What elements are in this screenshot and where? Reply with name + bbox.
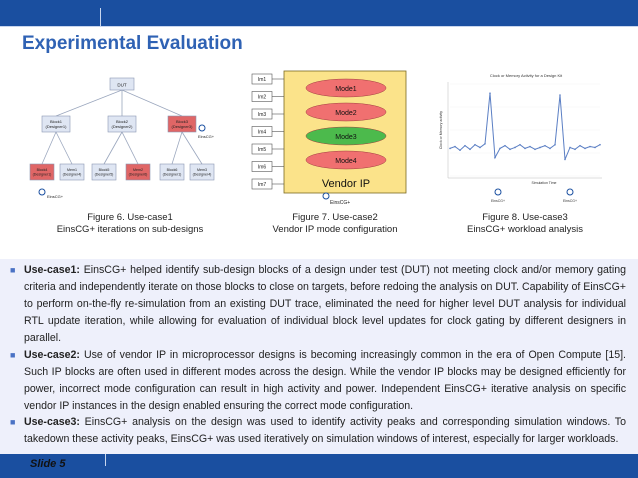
- activity-data-point: [584, 148, 586, 150]
- figure-6-caption: [30, 212, 230, 236]
- activity-data-point: [494, 157, 496, 159]
- figure-7-caption-title: Figure 7. Use-case2: [292, 212, 378, 223]
- svg-text:EinsCG+: EinsCG+: [330, 200, 351, 206]
- input-port-label: Im1: [257, 77, 267, 83]
- tree-leaf-label: (Designer1): [162, 172, 182, 177]
- tree-leaf-label: (Designer4): [192, 172, 212, 177]
- activity-data-point: [509, 149, 511, 151]
- tree-leaf-label: Mem3: [197, 168, 207, 172]
- svg-text:EinsCG+: EinsCG+: [47, 194, 64, 199]
- activity-data-point: [474, 144, 476, 146]
- activity-data-point: [489, 92, 491, 94]
- figure-8-caption: [440, 212, 610, 236]
- tree-leaf-label: (Designer5): [94, 172, 114, 177]
- einscg-bottom-marker: [39, 189, 64, 199]
- bullet-text: EinsCG+ analysis on the design was used to identify activity peaks and corresponding simulation windows. To takedown these activity peaks, EinsCG+ was used iteratively on simulation windows of interest, especially for larger workloads.: [24, 416, 626, 445]
- input-port-label: Im6: [257, 164, 267, 171]
- tree-leaf-label: Mem1: [67, 168, 77, 172]
- activity-data-point: [549, 148, 551, 150]
- chart-ylabel: Clock or Memory activity: [439, 110, 443, 150]
- activity-data-point: [519, 144, 521, 146]
- footer-divider: [105, 454, 106, 466]
- activity-data-point: [594, 147, 596, 149]
- banner-divider: [100, 8, 101, 26]
- svg-text:EinsCG+: EinsCG+: [562, 199, 578, 203]
- tree-node-label: Block3: [175, 119, 189, 124]
- svg-text:EinsCG+: EinsCG+: [490, 199, 506, 203]
- mode-label: Mode1: [335, 86, 357, 93]
- input-port-label: Im3: [257, 112, 267, 118]
- mode-label: Mode4: [335, 158, 357, 165]
- chart-xlabel: Simulation Time: [531, 181, 557, 185]
- figure-8-caption-title: Figure 8. Use-case3: [482, 212, 568, 223]
- input-port-label: Im7: [257, 182, 267, 188]
- tree-leaf-label: (Designer1): [32, 172, 52, 177]
- mode-label: Mode3: [335, 134, 357, 141]
- bullet-use-case-1: [10, 262, 626, 347]
- tree-node-root-label: DUT: [117, 82, 127, 88]
- input-port-label: Im5: [257, 147, 267, 153]
- tree-leaf-label: (Designer4): [62, 172, 82, 177]
- activity-data-point: [469, 149, 471, 151]
- activity-data-point: [559, 94, 561, 96]
- activity-data-point: [554, 144, 556, 146]
- tree-leaf-label: (Designer6): [128, 172, 148, 177]
- bullet-square-icon: ■: [10, 350, 16, 360]
- figure-7-vendor-ip-diagram: [248, 68, 408, 206]
- activity-data-point: [599, 144, 601, 146]
- bullet-heading: Use-case2:: [24, 349, 80, 361]
- activity-data-point: [484, 143, 486, 145]
- bullet-text: EinsCG+ helped identify sub-design blocks of a design under test (DUT) not meeting clock and/or memory gating criteria and independently iterate on those blocks to close on targets, before redoing the analysis on DUT. Capability of EinsCG+ to perform on-the-fly re-simulation from an existing DUT trace, eliminated the need for higher level DUT analysis for individual RTL update iteration, while allowing for evaluation of individual block level updates for clock gating by different designers in parallel.: [24, 264, 626, 344]
- bullet-square-icon: ■: [10, 265, 16, 275]
- bullet-use-case-2: [10, 347, 626, 415]
- activity-data-point: [529, 146, 531, 148]
- bullet-text: Use of vendor IP in microprocessor designs is becoming increasingly common in the era of Open Compute [15]. Such IP blocks are often used in different modes across the design. While the vendor IP blocks may be designed efficiently for power, incorrect mode configuration can result in high activity and power. Independent EinsCG+ iterative analysis on specific vendor IP instances in the design enabled ensuring the correct mode configuration.: [24, 349, 626, 412]
- tree-node-label: (Designer2): [111, 124, 133, 129]
- slide-title: Experimental Evaluation: [22, 33, 243, 54]
- activity-data-point: [579, 145, 581, 147]
- activity-data-point: [479, 147, 481, 149]
- activity-data-point: [534, 149, 536, 151]
- input-port-label: Im4: [257, 129, 267, 136]
- chart-title: Clock or Memory Activity for a Design Kit: [489, 73, 563, 78]
- activity-data-point: [524, 148, 526, 150]
- einscg-marker: [323, 193, 350, 206]
- tree-leaf-label: Mem2: [133, 168, 143, 172]
- figure-7-caption-desc: Vendor IP mode configuration: [272, 224, 398, 235]
- tree-leaf-label: Block4: [36, 168, 48, 172]
- activity-data-point: [569, 147, 571, 149]
- tree-leaf-label: Block5: [98, 168, 110, 172]
- svg-text:EinsCG+: EinsCG+: [198, 134, 215, 139]
- activity-data-point: [499, 148, 501, 150]
- figure-8-activity-chart: [434, 68, 604, 206]
- tree-node-label: (Designer3): [171, 124, 193, 129]
- bullet-square-icon: ■: [10, 417, 16, 427]
- figure-7-caption: [230, 212, 440, 236]
- tree-node-label: (Designer1): [45, 124, 67, 129]
- activity-data-point: [454, 146, 456, 148]
- tree-node-label: Block2: [115, 119, 129, 124]
- activity-data-point: [574, 149, 576, 151]
- activity-data-point: [449, 148, 451, 150]
- bullet-use-case-3: [10, 414, 626, 448]
- activity-data-point: [589, 146, 591, 148]
- figure-6-tree-diagram: [32, 68, 215, 206]
- bullet-heading: Use-case3:: [24, 416, 80, 428]
- activity-data-point: [459, 149, 461, 151]
- banner-rule: [0, 26, 638, 27]
- activity-data-point: [504, 145, 506, 147]
- figure-6-caption-desc: EinsCG+ iterations on sub-designs: [56, 224, 204, 235]
- vendor-ip-label: Vendor IP: [321, 178, 371, 190]
- figure-6-caption-title: Figure 6. Use-case1: [87, 212, 173, 223]
- tree-node-label: Block1: [49, 119, 63, 124]
- activity-data-point: [564, 159, 566, 161]
- einscg-side-marker: [198, 125, 215, 139]
- bullet-heading: Use-case1:: [24, 264, 80, 276]
- top-banner: [0, 0, 638, 27]
- bottom-banner: [0, 454, 638, 478]
- mode-label: Mode2: [335, 110, 357, 117]
- figure-8-caption-desc: EinsCG+ workload analysis: [467, 224, 583, 235]
- tree-leaf-label: Block6: [166, 168, 178, 172]
- activity-data-point: [464, 145, 466, 147]
- activity-data-point: [544, 145, 546, 147]
- activity-data-point: [514, 147, 516, 149]
- slide-number: Slide 5: [30, 458, 66, 470]
- input-port-label: Im2: [257, 94, 267, 101]
- activity-data-point: [539, 147, 541, 149]
